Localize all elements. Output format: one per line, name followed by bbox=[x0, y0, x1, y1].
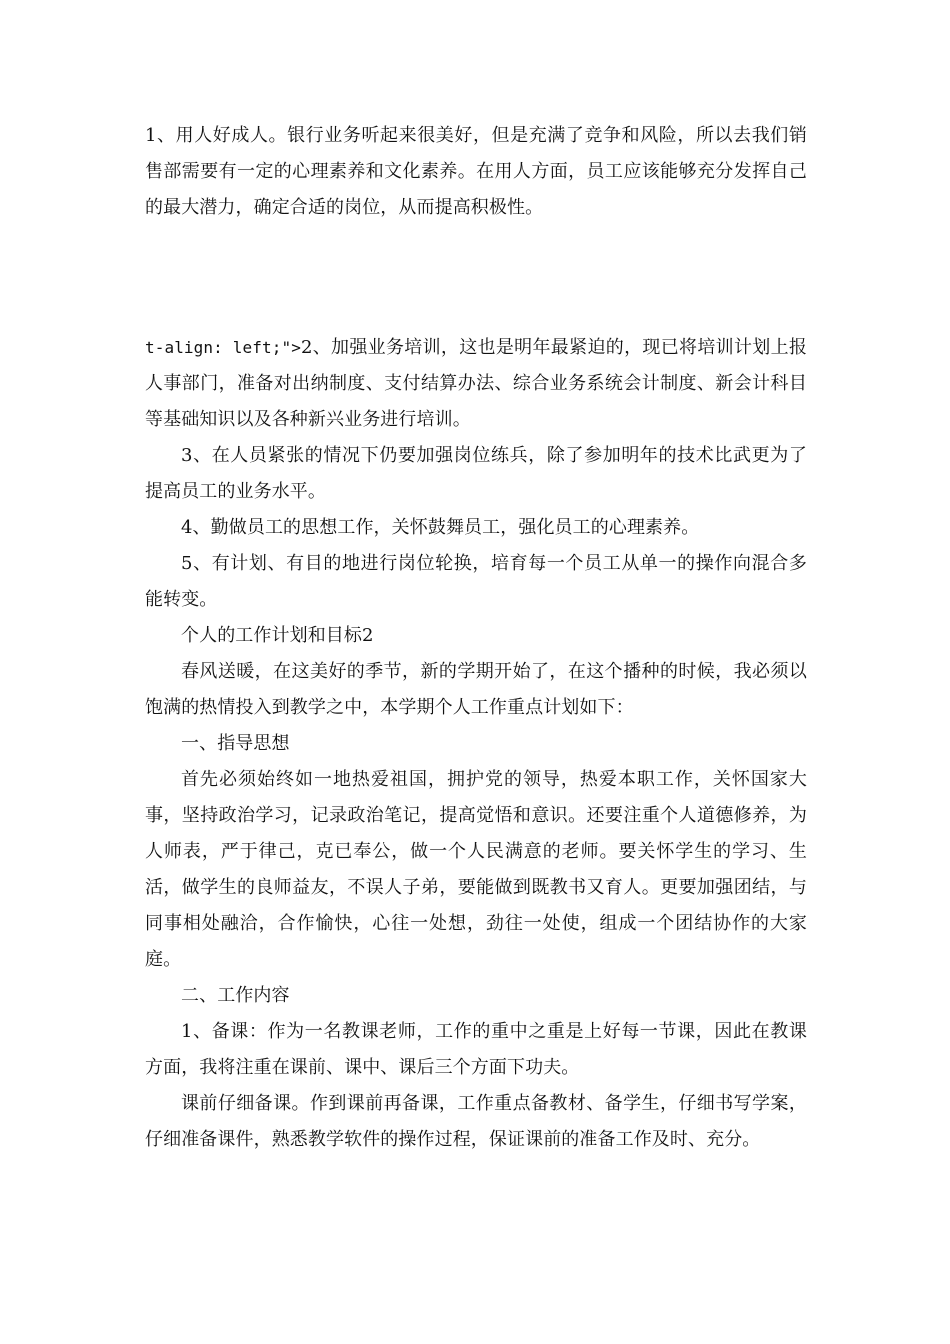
stray-markup-text: t-align: left;"> bbox=[145, 338, 301, 357]
paragraph-4: 4、勤做员工的思想工作，关怀鼓舞员工，强化员工的心理素养。 bbox=[181, 517, 700, 538]
document-body bbox=[145, 118, 807, 1158]
heading-work-content: 二、工作内容 bbox=[181, 985, 290, 1006]
paragraph-intro: 春风送暖，在这美好的季节，新的学期开始了，在这个播种的时候，我必须以饱满的热情投入到教学之中，本学期个人工作重点计划如下： bbox=[145, 661, 807, 718]
section-title: 个人的工作计划和目标2 bbox=[181, 625, 374, 646]
paragraph-2 bbox=[145, 330, 807, 438]
paragraph-2-text: 2、加强业务培训，这也是明年最紧迫的，现已将培训计划上报人事部门，准备对出纳制度、支付结算办法、综合业务系统会计制度、新会计科目等基础知识以及各种新兴业务进行培训。 bbox=[145, 337, 808, 430]
paragraph-before-class: 课前仔细备课。作到课前再备课，工作重点备教材、备学生，仔细书写学案，仔细准备课件，熟悉教学软件的操作过程，保证课前的准备工作及时、充分。 bbox=[145, 1093, 807, 1150]
paragraph-lesson-prep: 1、备课：作为一名教课老师，工作的重中之重是上好每一节课，因此在教课方面，我将注重在课前、课中、课后三个方面下功夫。 bbox=[145, 1021, 807, 1078]
heading-guiding-thought: 一、指导思想 bbox=[181, 733, 290, 754]
paragraph-1: 1、用人好成人。银行业务听起来很美好，但是充满了竞争和风险，所以去我们销售部需要有一定的心理素养和文化素养。在用人方面，员工应该能够充分发挥自己的最大潜力，确定合适的岗位，从而提高积极性。 bbox=[145, 125, 807, 218]
paragraph-3: 3、在人员紧张的情况下仍要加强岗位练兵，除了参加明年的技术比武更为了提高员工的业务水平。 bbox=[145, 445, 807, 502]
paragraph-guiding-thought: 首先必须始终如一地热爱祖国，拥护党的领导，热爱本职工作，关怀国家大事，坚持政治学习，记录政治笔记，提高觉悟和意识。还要注重个人道德修养，为人师表，严于律己，克已奉公，做一个人民满意的老师。要关怀学生的学习、生活，做学生的良师益友，不误人子弟，要能做到既教书又育人。更要加强团结，与同事相处融洽，合作愉快，心往一处想，劲往一处使，组成一个团结协作的大家庭。 bbox=[145, 769, 807, 970]
paragraph-5: 5、有计划、有目的地进行岗位轮换，培育每一个员工从单一的操作向混合多能转变。 bbox=[145, 553, 807, 610]
paragraph-gap bbox=[145, 226, 807, 330]
